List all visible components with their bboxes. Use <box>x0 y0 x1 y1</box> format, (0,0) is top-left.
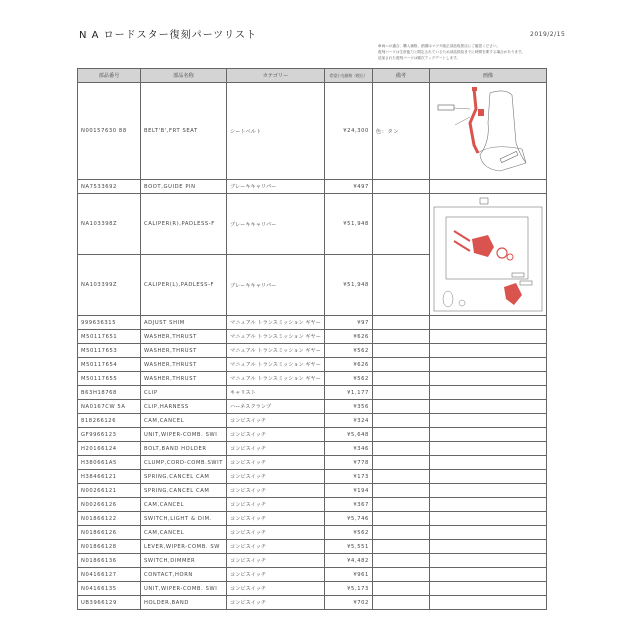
remarks-cell <box>372 554 429 568</box>
seatbelt-diagram-image <box>430 83 546 177</box>
category-cell: マニュアル トランスミッション ギヤー <box>227 358 325 372</box>
part-name-cell: CALIPER(R),PADLESS-F <box>141 194 227 255</box>
table-row <box>78 180 547 194</box>
category-cell: コンビスイッチ <box>227 540 325 554</box>
category-cell: コンビスイッチ <box>227 498 325 512</box>
part-number-cell: M50117654 <box>78 358 141 372</box>
header-part-number: 部品番号 <box>78 69 141 83</box>
part-name-cell: WASHER,THRUST <box>141 344 227 358</box>
price-cell: ¥562 <box>324 372 372 386</box>
image-cell <box>429 456 546 470</box>
remarks-cell <box>372 582 429 596</box>
price-cell: ¥562 <box>324 344 372 358</box>
part-number-cell: M50117651 <box>78 330 141 344</box>
part-number-cell: N04166135 <box>78 582 141 596</box>
image-cell <box>429 484 546 498</box>
table-row <box>78 372 547 386</box>
image-cell <box>429 414 546 428</box>
header-part-name: 部品名称 <box>141 69 227 83</box>
image-cell <box>429 428 546 442</box>
part-number-cell: N01866126 <box>78 526 141 540</box>
part-number-cell: H20166124 <box>78 442 141 456</box>
table-row <box>78 330 547 344</box>
part-number-cell: N00157630 88 <box>78 83 141 180</box>
price-cell: ¥51,948 <box>324 194 372 255</box>
image-cell <box>429 582 546 596</box>
remarks-cell <box>372 456 429 470</box>
table-row <box>78 344 547 358</box>
remarks-cell <box>372 512 429 526</box>
price-cell: ¥97 <box>324 316 372 330</box>
price-cell: ¥626 <box>324 358 372 372</box>
part-number-cell: N01866136 <box>78 554 141 568</box>
note-line: 追加された復刻パーツは順次アップデートします。 <box>378 56 460 60</box>
category-cell: コンビスイッチ <box>227 526 325 540</box>
date-label: 2019/2/15 <box>530 31 566 38</box>
remarks-cell <box>372 400 429 414</box>
part-name-cell: SPRING,CANCEL CAM <box>141 484 227 498</box>
table-row <box>78 194 547 255</box>
note-line: 復刻パーツは生産能力と限定されているため部品供給までに時間を要する場合があります。 <box>378 50 525 54</box>
image-cell <box>429 330 546 344</box>
part-number-cell: M50117653 <box>78 344 141 358</box>
price-cell: ¥367 <box>324 498 372 512</box>
part-name-cell: SWITCH,DIMMER <box>141 554 227 568</box>
image-cell <box>429 316 546 330</box>
part-name-cell: LEVER,WIPER-COMB. SW <box>141 540 227 554</box>
category-cell: ブレーキキャリパー <box>227 194 325 255</box>
category-cell: マニュアル トランスミッション ギヤー <box>227 330 325 344</box>
page-title: N A ロードスター復刻パーツリスト <box>79 30 257 41</box>
part-name-cell: ADJUST SHIM <box>141 316 227 330</box>
remarks-cell <box>372 414 429 428</box>
part-name-cell: BOLT,BAND HOLDER <box>141 442 227 456</box>
table-row <box>78 484 547 498</box>
table-row <box>78 386 547 400</box>
part-name-cell: CONTACT,HORN <box>141 568 227 582</box>
category-cell: ブレーキキャリパー <box>227 255 325 316</box>
image-cell <box>429 358 546 372</box>
part-name-cell: SWITCH,LIGHT & DIM. <box>141 512 227 526</box>
remarks-cell <box>372 316 429 330</box>
image-cell <box>429 372 546 386</box>
image-cell <box>429 470 546 484</box>
remarks-cell <box>372 526 429 540</box>
remarks-cell <box>372 540 429 554</box>
part-number-cell: NA0167CW 5A <box>78 400 141 414</box>
table-row <box>78 358 547 372</box>
price-cell: ¥51,948 <box>324 255 372 316</box>
part-name-cell: CAM,CANCEL <box>141 526 227 540</box>
category-cell: コンビスイッチ <box>227 512 325 526</box>
price-cell: ¥497 <box>324 180 372 194</box>
part-number-cell: H38466121 <box>78 470 141 484</box>
category-cell: コンビスイッチ <box>227 568 325 582</box>
image-cell <box>429 442 546 456</box>
image-cell <box>429 400 546 414</box>
part-name-cell: CAM,CANCEL <box>141 414 227 428</box>
part-number-cell: H380661A5 <box>78 456 141 470</box>
part-name-cell: BELT'B',FRT SEAT <box>141 83 227 180</box>
category-cell: コンビスイッチ <box>227 414 325 428</box>
price-cell: ¥346 <box>324 442 372 456</box>
part-name-cell: BOOT,GUIDE PIN <box>141 180 227 194</box>
image-cell <box>429 596 546 610</box>
remarks-cell <box>372 386 429 400</box>
category-cell: コンビスイッチ <box>227 596 325 610</box>
table-row <box>78 568 547 582</box>
category-cell: コンビスイッチ <box>227 442 325 456</box>
part-name-cell: WASHER,THRUST <box>141 330 227 344</box>
image-cell <box>429 568 546 582</box>
price-cell: ¥626 <box>324 330 372 344</box>
table-header-row <box>78 69 547 83</box>
image-cell <box>429 498 546 512</box>
part-name-cell: CALIPER(L),PADLESS-F <box>141 255 227 316</box>
part-name-cell: UNIT,WIPER-COMB. SWI <box>141 582 227 596</box>
part-name-cell: WASHER,THRUST <box>141 358 227 372</box>
part-number-cell: N00266121 <box>78 484 141 498</box>
price-cell: ¥4,482 <box>324 554 372 568</box>
part-number-cell: 999636315 <box>78 316 141 330</box>
part-name-cell: SPRING,CANCEL CAM <box>141 470 227 484</box>
part-name-cell: CAM,CANCEL <box>141 498 227 512</box>
remarks-cell <box>372 428 429 442</box>
table-row <box>78 582 547 596</box>
category-cell: ブレーキキャリパー <box>227 180 325 194</box>
part-number-cell: UB3966129 <box>78 596 141 610</box>
part-number-cell: B63H18768 <box>78 386 141 400</box>
price-cell: ¥5,551 <box>324 540 372 554</box>
image-cell <box>429 554 546 568</box>
remarks-cell <box>372 372 429 386</box>
header-image: 画像 <box>429 69 546 83</box>
part-number-cell: N01866128 <box>78 540 141 554</box>
remarks-cell <box>372 344 429 358</box>
header-category: カテゴリー <box>227 69 325 83</box>
remarks-cell <box>372 180 429 194</box>
table-row <box>78 512 547 526</box>
table-row <box>78 414 547 428</box>
remarks-cell <box>372 358 429 372</box>
part-number-cell: NA103398Z <box>78 194 141 255</box>
price-cell: ¥1,177 <box>324 386 372 400</box>
remarks-cell <box>372 470 429 484</box>
table-row <box>78 498 547 512</box>
table-row <box>78 540 547 554</box>
price-cell: ¥24,300 <box>324 83 372 180</box>
table-row <box>78 470 547 484</box>
price-cell: ¥562 <box>324 526 372 540</box>
category-cell: コンビスイッチ <box>227 554 325 568</box>
price-cell: ¥702 <box>324 596 372 610</box>
price-cell: ¥5,746 <box>324 512 372 526</box>
category-cell: シートベルト <box>227 83 325 180</box>
part-name-cell: WASHER,THRUST <box>141 372 227 386</box>
price-cell: ¥356 <box>324 400 372 414</box>
category-cell: マニュアル トランスミッション ギヤー <box>227 344 325 358</box>
part-number-cell: N04166127 <box>78 568 141 582</box>
part-name-cell: CLIP <box>141 386 227 400</box>
table-row <box>78 83 547 180</box>
category-cell: ハーネスクランプ <box>227 400 325 414</box>
price-cell: ¥961 <box>324 568 372 582</box>
image-cell <box>429 526 546 540</box>
price-cell: ¥173 <box>324 470 372 484</box>
category-cell: コンビスイッチ <box>227 428 325 442</box>
part-number-cell: GF9966123 <box>78 428 141 442</box>
category-cell: マニュアル トランスミッション ギヤー <box>227 372 325 386</box>
header-remarks: 備考 <box>372 69 429 83</box>
price-cell: ¥5,173 <box>324 582 372 596</box>
part-number-cell: NA103399Z <box>78 255 141 316</box>
parts-table <box>77 68 547 610</box>
part-number-cell: N00266126 <box>78 498 141 512</box>
table-row <box>78 526 547 540</box>
category-cell: キャリスト <box>227 386 325 400</box>
part-name-cell: CLUMP,CORD-COMB.SWIT <box>141 456 227 470</box>
category-cell: コンビスイッチ <box>227 582 325 596</box>
category-cell: マニュアル トランスミッション ギヤー <box>227 316 325 330</box>
table-row <box>78 428 547 442</box>
remarks-cell <box>372 255 429 316</box>
price-cell: ¥324 <box>324 414 372 428</box>
header-price: 希望小売価格（税込） <box>324 69 372 83</box>
image-cell <box>429 180 546 194</box>
image-cell <box>429 540 546 554</box>
remarks-cell <box>372 194 429 255</box>
price-cell: ¥194 <box>324 484 372 498</box>
remarks-cell <box>372 442 429 456</box>
table-row <box>78 456 547 470</box>
image-cell <box>429 512 546 526</box>
image-cell <box>429 194 546 316</box>
part-number-cell: NA7533692 <box>78 180 141 194</box>
part-name-cell: UNIT,WIPER-COMB. SWI <box>141 428 227 442</box>
table-row <box>78 400 547 414</box>
remarks-cell <box>372 498 429 512</box>
table-row <box>78 316 547 330</box>
remarks-cell <box>372 330 429 344</box>
part-number-cell: 818266126 <box>78 414 141 428</box>
table-row <box>78 596 547 610</box>
price-cell: ¥5,648 <box>324 428 372 442</box>
remarks-cell <box>372 484 429 498</box>
category-cell: コンビスイッチ <box>227 484 325 498</box>
remarks-cell <box>372 596 429 610</box>
brake-caliper-diagram-image <box>430 195 546 313</box>
part-number-cell: N01866122 <box>78 512 141 526</box>
table-row <box>78 554 547 568</box>
remarks-cell <box>372 568 429 582</box>
image-cell <box>429 344 546 358</box>
image-cell <box>429 83 546 180</box>
table-row <box>78 442 547 456</box>
notes <box>378 43 525 61</box>
note-line: 車両への適合、購入価格、納期はマツダ純正部品取扱店にご確認ください。 <box>378 44 501 48</box>
price-cell: ¥778 <box>324 456 372 470</box>
category-cell: コンビスイッチ <box>227 470 325 484</box>
part-name-cell: CLIP,HARNESS <box>141 400 227 414</box>
part-name-cell: HOLDER,BAND <box>141 596 227 610</box>
image-cell <box>429 386 546 400</box>
remarks-cell: 色：タン <box>372 83 429 180</box>
category-cell: コンビスイッチ <box>227 456 325 470</box>
part-number-cell: M50117655 <box>78 372 141 386</box>
